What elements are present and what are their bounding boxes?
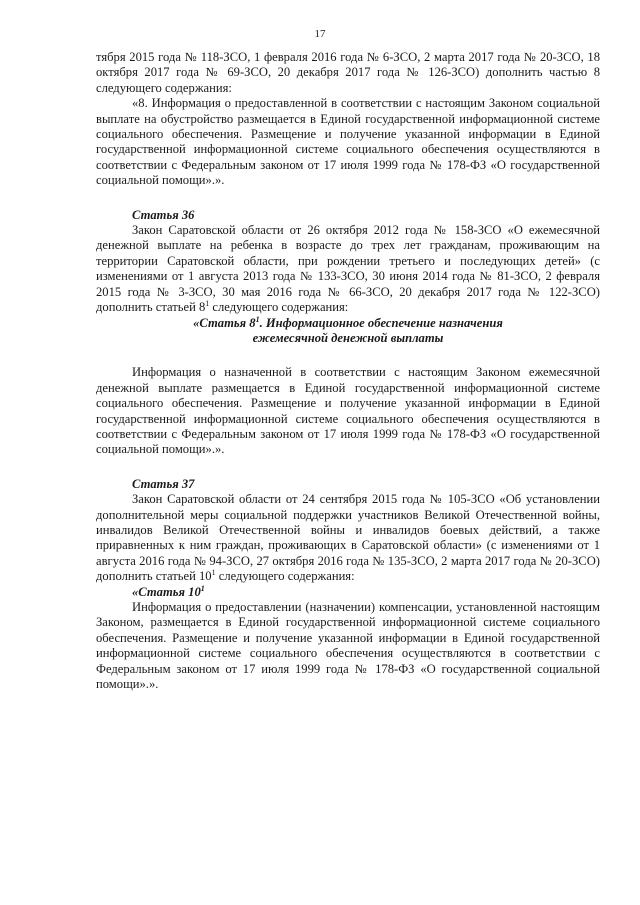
article-8-1-title-prefix: «Статья 8 — [193, 315, 256, 330]
article-8-1-title-sup: 1 — [255, 314, 260, 324]
page-number: 17 — [314, 28, 326, 40]
article-37-text-tail: следующего содержания: — [215, 569, 355, 584]
article-8-1-title-line2: ежемесячной денежной выплаты — [252, 330, 444, 345]
article-36-text-main: Закон Саратовской области от 26 октября 2012 года № 158-ЗСО «О ежемесячной денежной выплате на ребенка в возрасте до трех лет гражданам, проживающим на территории Саратовской области, при рождении третьего и последующих детей» (с изменениями от 1 августа 2013 года № 133-ЗСО, 30 июня 2014 года № 81-ЗСО, 2 февраля 2015 года № 3-ЗСО, 30 мая 2016 года № 66-ЗСО, 20 декабря 2017 года № 122-ЗСО) дополнить статьей 8 — [96, 223, 600, 315]
article-8-1-title-rest: . Информационное обеспечение назначения — [259, 315, 503, 330]
article-36-heading: Статья 36 — [132, 207, 195, 222]
article-10-1-body: Информация о предоставлении (назначении) компенсации, установленной настоящим Законом, размещается в Единой государственной информационной системе социального обеспечения. Размещение и получение указанной информации в Единой государственной информационной системе социального обеспечения осуществляются в соответствии с Федеральным законом от 17 июля 1999 года № 178-ФЗ «О государственной социальной помощи».». — [96, 600, 600, 692]
article-37-sup: 1 — [211, 568, 216, 577]
article-8-1-body: Информация о назначенной в соответствии с настоящим Законом ежемесячной денежной выплате размещается в Единой государственной информационной системе социального обеспечения. Размещение и получение указанной информации в Единой государственной информационной системе социального обеспечения осуществляются в соответствии с Федеральным законом от 17 июля 1999 года № 178-ФЗ «О государственной социальной помощи».». — [96, 365, 600, 457]
article-10-1-title-prefix: «Статья 10 — [132, 584, 201, 599]
article-37-text — [96, 492, 600, 584]
article-37-text-main: Закон Саратовской области от 24 сентября 2015 года № 105-ЗСО «Об установлении дополнительной меры социальной поддержки участников Великой Отечественной войны, инвалидов Великой Отечественной войны и инвалидов боевых действий, а также приравненных к ним граждан, проживающих в Саратовской области» (с изменениями от 1 августа 2016 года № 94-ЗСО, 27 октября 2016 года № 135-ЗСО, 2 марта 2017 года № 20-ЗСО) дополнить статьей 10 — [96, 492, 600, 584]
article-36-text-tail: следующего содержания: — [209, 300, 349, 315]
quoted-part-8: «8. Информация о предоставленной в соответствии с настоящим Законом социальной выплате на обустройство размещается в Единой государственной информационной системе социального обеспечения. Размещение и получение указанной информации в Единой государственной информационной системе социального обеспечения осуществляются в соответствии с Федеральным законом от 17 июля 1999 года № 178-ФЗ «О государственной социальной помощи».». — [96, 96, 600, 188]
article-8-1-title — [96, 316, 600, 331]
article-10-1-title — [132, 585, 600, 600]
article-36-text — [96, 223, 600, 315]
intro-paragraph: тября 2015 года № 118-ЗСО, 1 февраля 2016 года № 6-ЗСО, 2 марта 2017 года № 20-ЗСО, 18 октября 2017 года № 69-ЗСО, 20 декабря 2017 года № 126-ЗСО) дополнить частью 8 следующего содержания: — [96, 50, 600, 95]
article-36-sup: 1 — [205, 298, 210, 308]
article-37-heading: Статья 37 — [132, 476, 195, 491]
article-10-1-title-sup: 1 — [200, 583, 205, 593]
